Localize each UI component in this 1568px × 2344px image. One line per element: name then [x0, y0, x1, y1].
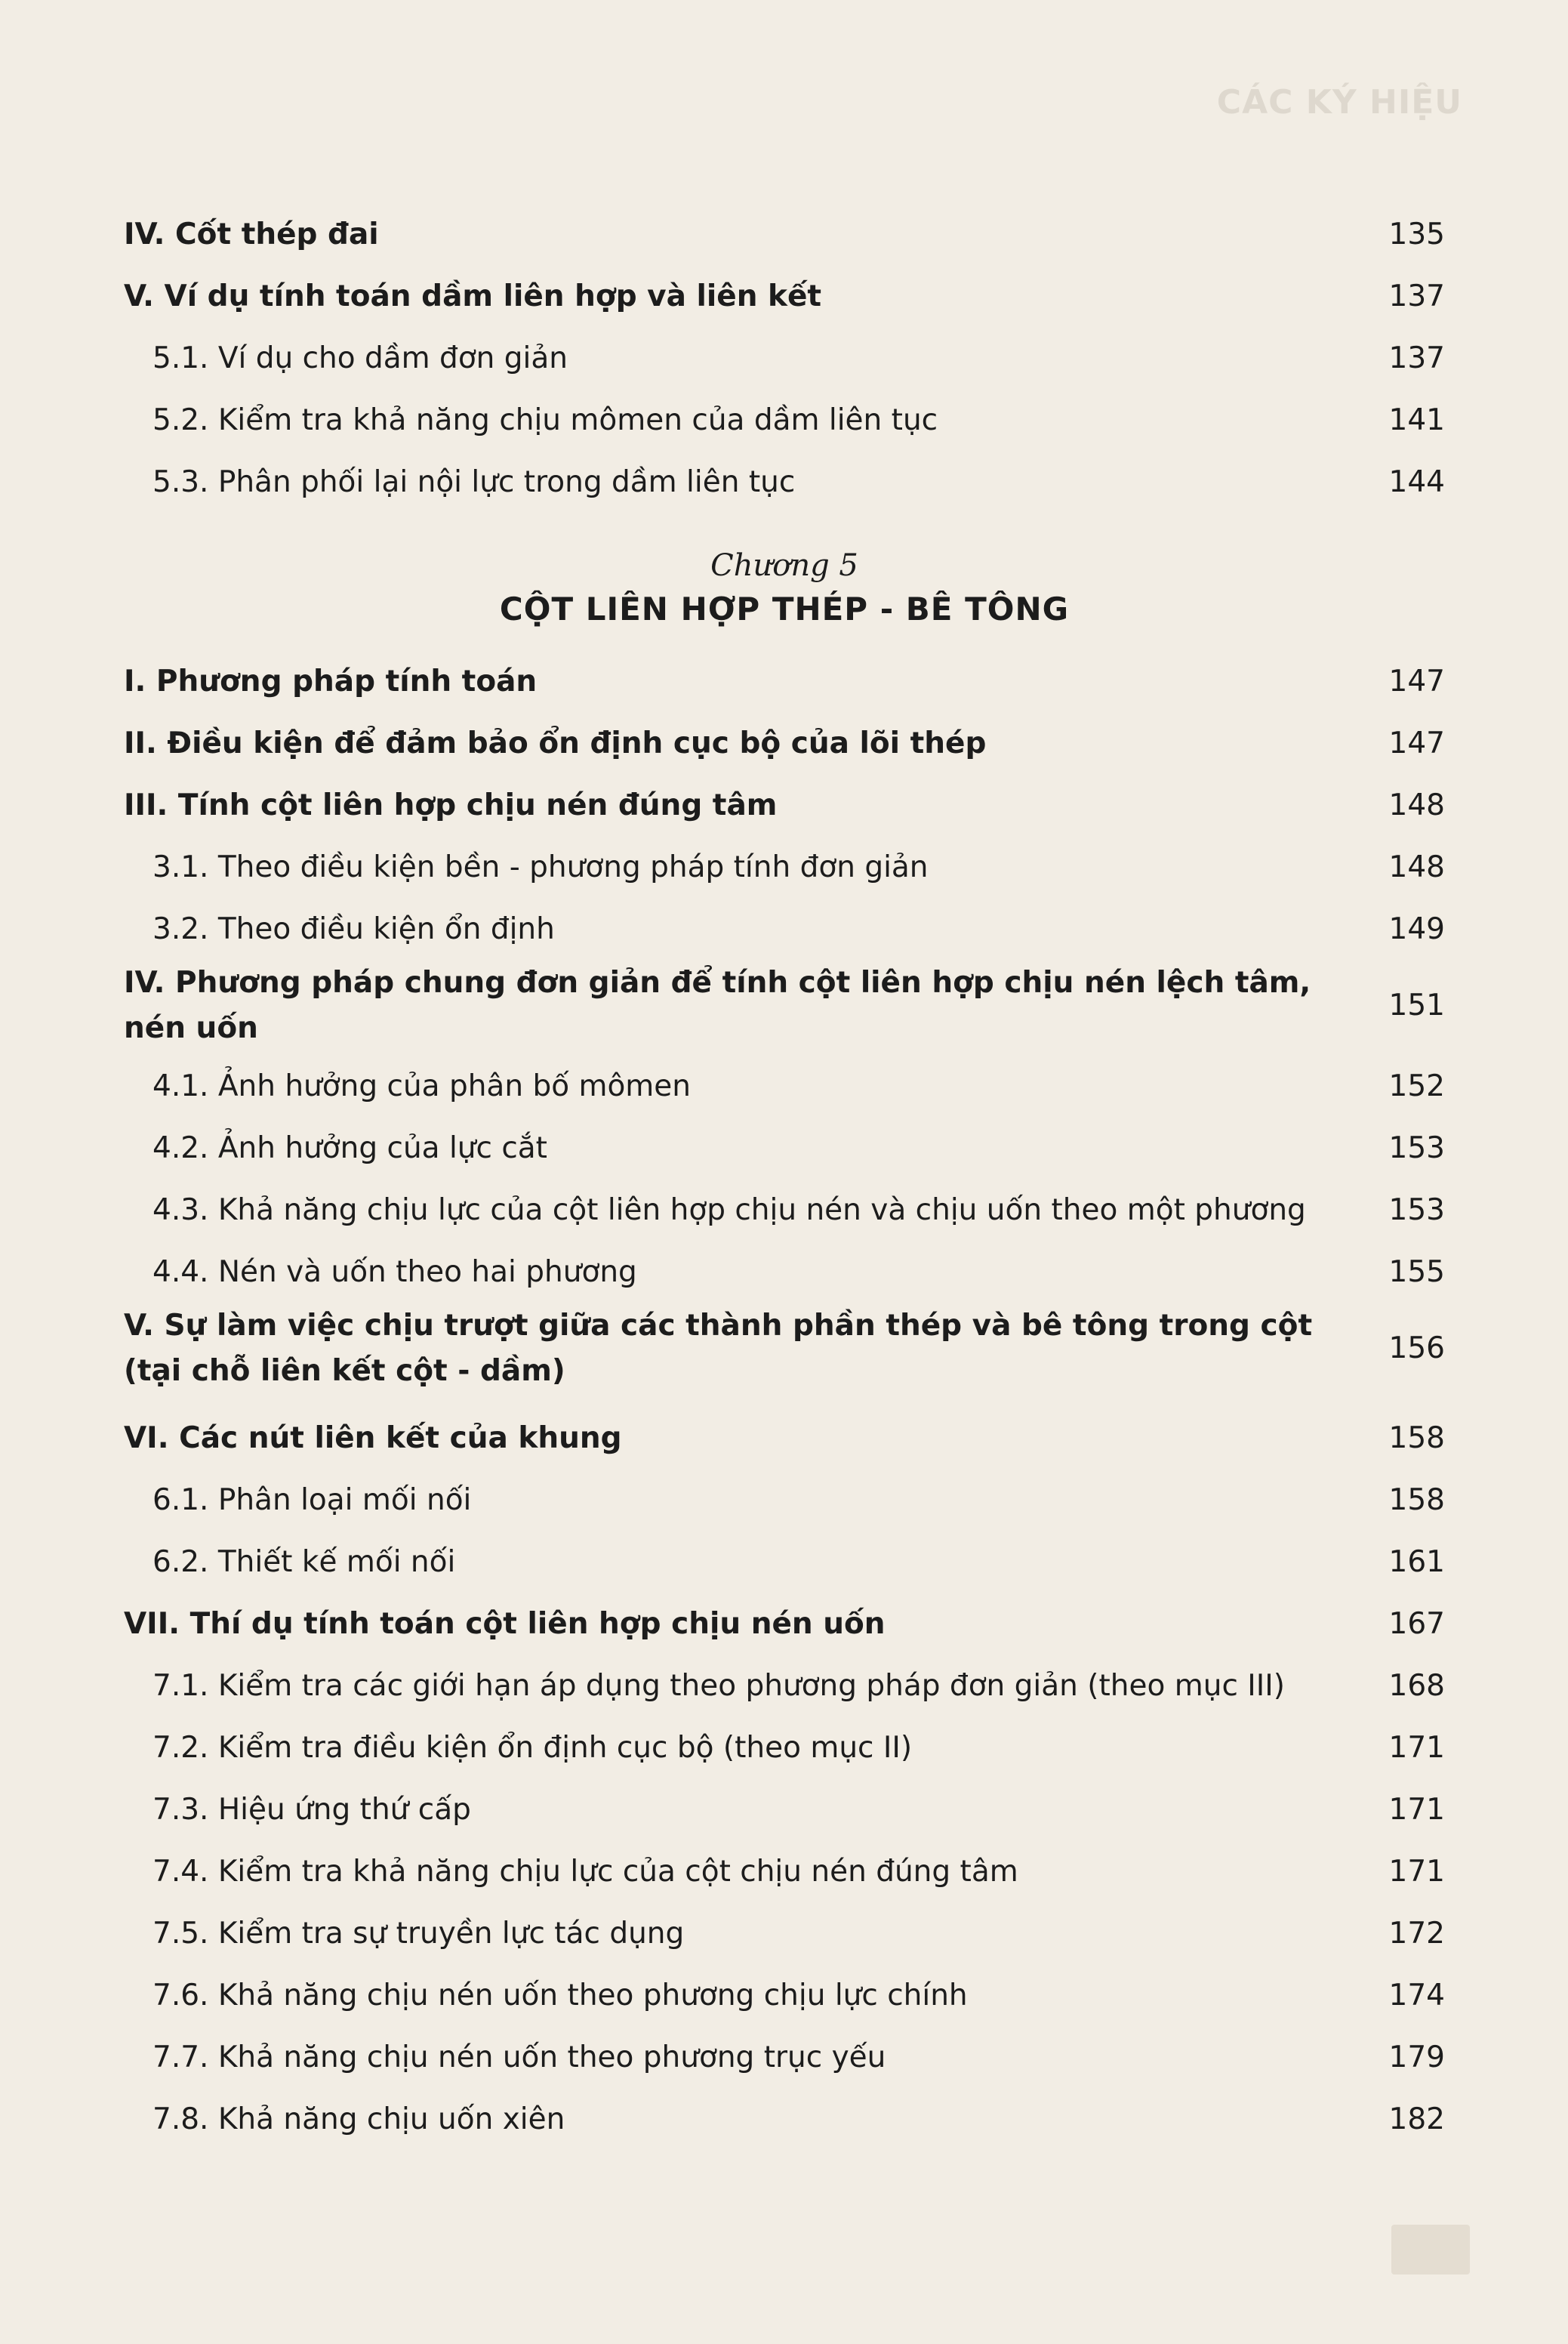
toc-entry-title: 7.1. Kiểm tra các giới hạn áp dụng theo phương pháp đơn giản (theo mục III)	[152, 1669, 1286, 1703]
toc-entry-title: 4.4. Nén và uốn theo hai phương	[152, 1255, 637, 1289]
toc-entry-title: 5.1. Ví dụ cho dầm đơn giản	[152, 341, 568, 375]
toc-entry-title-line2: nén uốn	[124, 1011, 258, 1045]
toc-page-number: 167	[1388, 1607, 1445, 1641]
toc-section-chapter4-tail	[124, 204, 1445, 514]
toc-page-number: 151	[1388, 988, 1445, 1022]
toc-entry	[124, 651, 1445, 713]
toc-page-number: 148	[1388, 850, 1445, 884]
toc-page-number: 168	[1388, 1669, 1445, 1703]
toc-page-number: 161	[1388, 1545, 1445, 1579]
toc-entry-title-line1: IV. Phương pháp chung đơn giản để tính cột liên hợp chịu nén lệch tâm,	[124, 966, 1311, 1000]
toc-subentry	[124, 390, 1445, 452]
toc-subentry	[124, 1903, 1445, 1965]
toc-entry	[124, 961, 1445, 1056]
toc-entry-title: 7.6. Khả năng chịu nén uốn theo phương chịu lực chính	[152, 1979, 968, 2012]
toc-page-number: 137	[1388, 279, 1445, 313]
toc-subentry	[124, 1779, 1445, 1841]
toc-subentry	[124, 1717, 1445, 1779]
toc-entry-title-line1: V. Sự làm việc chịu trượt giữa các thành phần thép và bê tông trong cột	[124, 1309, 1313, 1343]
chapter-title: CỘT LIÊN HỢP THÉP - BÊ TÔNG	[499, 591, 1070, 628]
toc-page-number: 158	[1388, 1483, 1445, 1517]
toc-entry	[124, 266, 1445, 328]
toc-entry-title: I. Phương pháp tính toán	[124, 665, 538, 699]
toc-entry-title: 7.2. Kiểm tra điều kiện ổn định cục bộ (theo mục II)	[152, 1731, 913, 1765]
toc-subentry	[124, 899, 1445, 961]
page-number-box	[1391, 2225, 1470, 2275]
toc-entry-title: 4.1. Ảnh hưởng của phân bố mômen	[152, 1069, 692, 1103]
toc-page-number: 153	[1388, 1131, 1445, 1165]
toc-subentry	[124, 2027, 1445, 2089]
toc-subentry	[124, 1056, 1445, 1118]
toc-entry-title	[124, 1303, 1312, 1394]
toc-subentry	[124, 2089, 1445, 2151]
toc-subentry	[124, 1180, 1445, 1241]
toc-entry-title: 7.5. Kiểm tra sự truyền lực tác dụng	[152, 1917, 685, 1951]
toc-page-number: 141	[1388, 403, 1445, 437]
toc-page-number: 149	[1388, 912, 1445, 946]
toc-subentry	[124, 837, 1445, 899]
toc-page-number: 144	[1388, 465, 1445, 499]
toc-section-chapter5	[124, 651, 1445, 2151]
toc-page-number: 179	[1388, 2040, 1445, 2074]
toc-entry	[124, 775, 1445, 837]
toc-page-number: 171	[1388, 1793, 1445, 1827]
toc-entry	[124, 1408, 1445, 1470]
toc-page-number: 155	[1388, 1255, 1445, 1289]
table-of-contents	[124, 204, 1445, 2151]
toc-subentry	[124, 1841, 1445, 1903]
toc-entry-title: VI. Các nút liên kết của khung	[124, 1421, 622, 1455]
toc-entry-title: 7.4. Kiểm tra khả năng chịu lực của cột chịu nén đúng tâm	[152, 1855, 1018, 1889]
toc-page-number: 174	[1388, 1979, 1445, 2012]
toc-entry-title: 6.2. Thiết kế mối nối	[152, 1545, 456, 1579]
toc-entry-title: 5.2. Kiểm tra khả năng chịu mômen của dầm liên tục	[152, 403, 938, 437]
toc-page-number: 147	[1388, 665, 1445, 699]
toc-subentry	[124, 1241, 1445, 1303]
toc-entry-title: IV. Cốt thép đai	[124, 217, 379, 251]
toc-entry-title: 7.3. Hiệu ứng thứ cấp	[152, 1793, 471, 1827]
toc-entry-title	[124, 961, 1311, 1051]
toc-page-number: 135	[1388, 217, 1445, 251]
toc-subentry	[124, 1965, 1445, 2027]
toc-entry	[124, 713, 1445, 775]
toc-subentry	[124, 328, 1445, 390]
toc-subentry	[124, 1531, 1445, 1593]
toc-page-number: 153	[1388, 1193, 1445, 1227]
toc-page-number: 152	[1388, 1069, 1445, 1103]
chapter-heading	[124, 544, 1445, 631]
chapter-label: Chương 5	[710, 548, 858, 583]
bleed-through-header: CÁC KÝ HIỆU	[1216, 83, 1462, 122]
toc-entry-title: 4.3. Khả năng chịu lực của cột liên hợp chịu nén và chịu uốn theo một phương	[152, 1193, 1306, 1227]
toc-entry-title: 7.8. Khả năng chịu uốn xiên	[152, 2102, 565, 2136]
toc-subentry	[124, 452, 1445, 514]
toc-page-number: 148	[1388, 788, 1445, 822]
toc-entry-title: 6.1. Phân loại mối nối	[152, 1483, 472, 1517]
toc-page-number: 156	[1388, 1331, 1445, 1365]
toc-entry-title-line2: (tại chỗ liên kết cột - dầm)	[124, 1354, 565, 1388]
toc-entry	[124, 204, 1445, 266]
toc-page-number: 171	[1388, 1855, 1445, 1889]
toc-page-number: 147	[1388, 726, 1445, 760]
toc-entry	[124, 1593, 1445, 1655]
toc-entry-title: 3.2. Theo điều kiện ổn định	[152, 912, 555, 946]
toc-entry-title: 7.7. Khả năng chịu nén uốn theo phương trục yếu	[152, 2040, 886, 2074]
toc-page-number: 137	[1388, 341, 1445, 375]
toc-entry-title: V. Ví dụ tính toán dầm liên hợp và liên kết	[124, 279, 822, 313]
toc-entry-title: 3.1. Theo điều kiện bền - phương pháp tính đơn giản	[152, 850, 929, 884]
toc-page-number: 172	[1388, 1917, 1445, 1951]
toc-entry-title: 4.2. Ảnh hưởng của lực cắt	[152, 1131, 547, 1165]
toc-entry	[124, 1303, 1445, 1408]
toc-entry-title: VII. Thí dụ tính toán cột liên hợp chịu nén uốn	[124, 1607, 886, 1641]
toc-subentry	[124, 1470, 1445, 1531]
toc-entry-title: III. Tính cột liên hợp chịu nén đúng tâm	[124, 788, 778, 822]
toc-entry-title: 5.3. Phân phối lại nội lực trong dầm liên tục	[152, 465, 796, 499]
toc-page-number: 182	[1388, 2102, 1445, 2136]
toc-subentry	[124, 1118, 1445, 1180]
toc-page-number: 158	[1388, 1421, 1445, 1455]
toc-entry-title: II. Điều kiện để đảm bảo ổn định cục bộ của lõi thép	[124, 726, 987, 760]
toc-page-number: 171	[1388, 1731, 1445, 1765]
toc-subentry	[124, 1655, 1445, 1717]
